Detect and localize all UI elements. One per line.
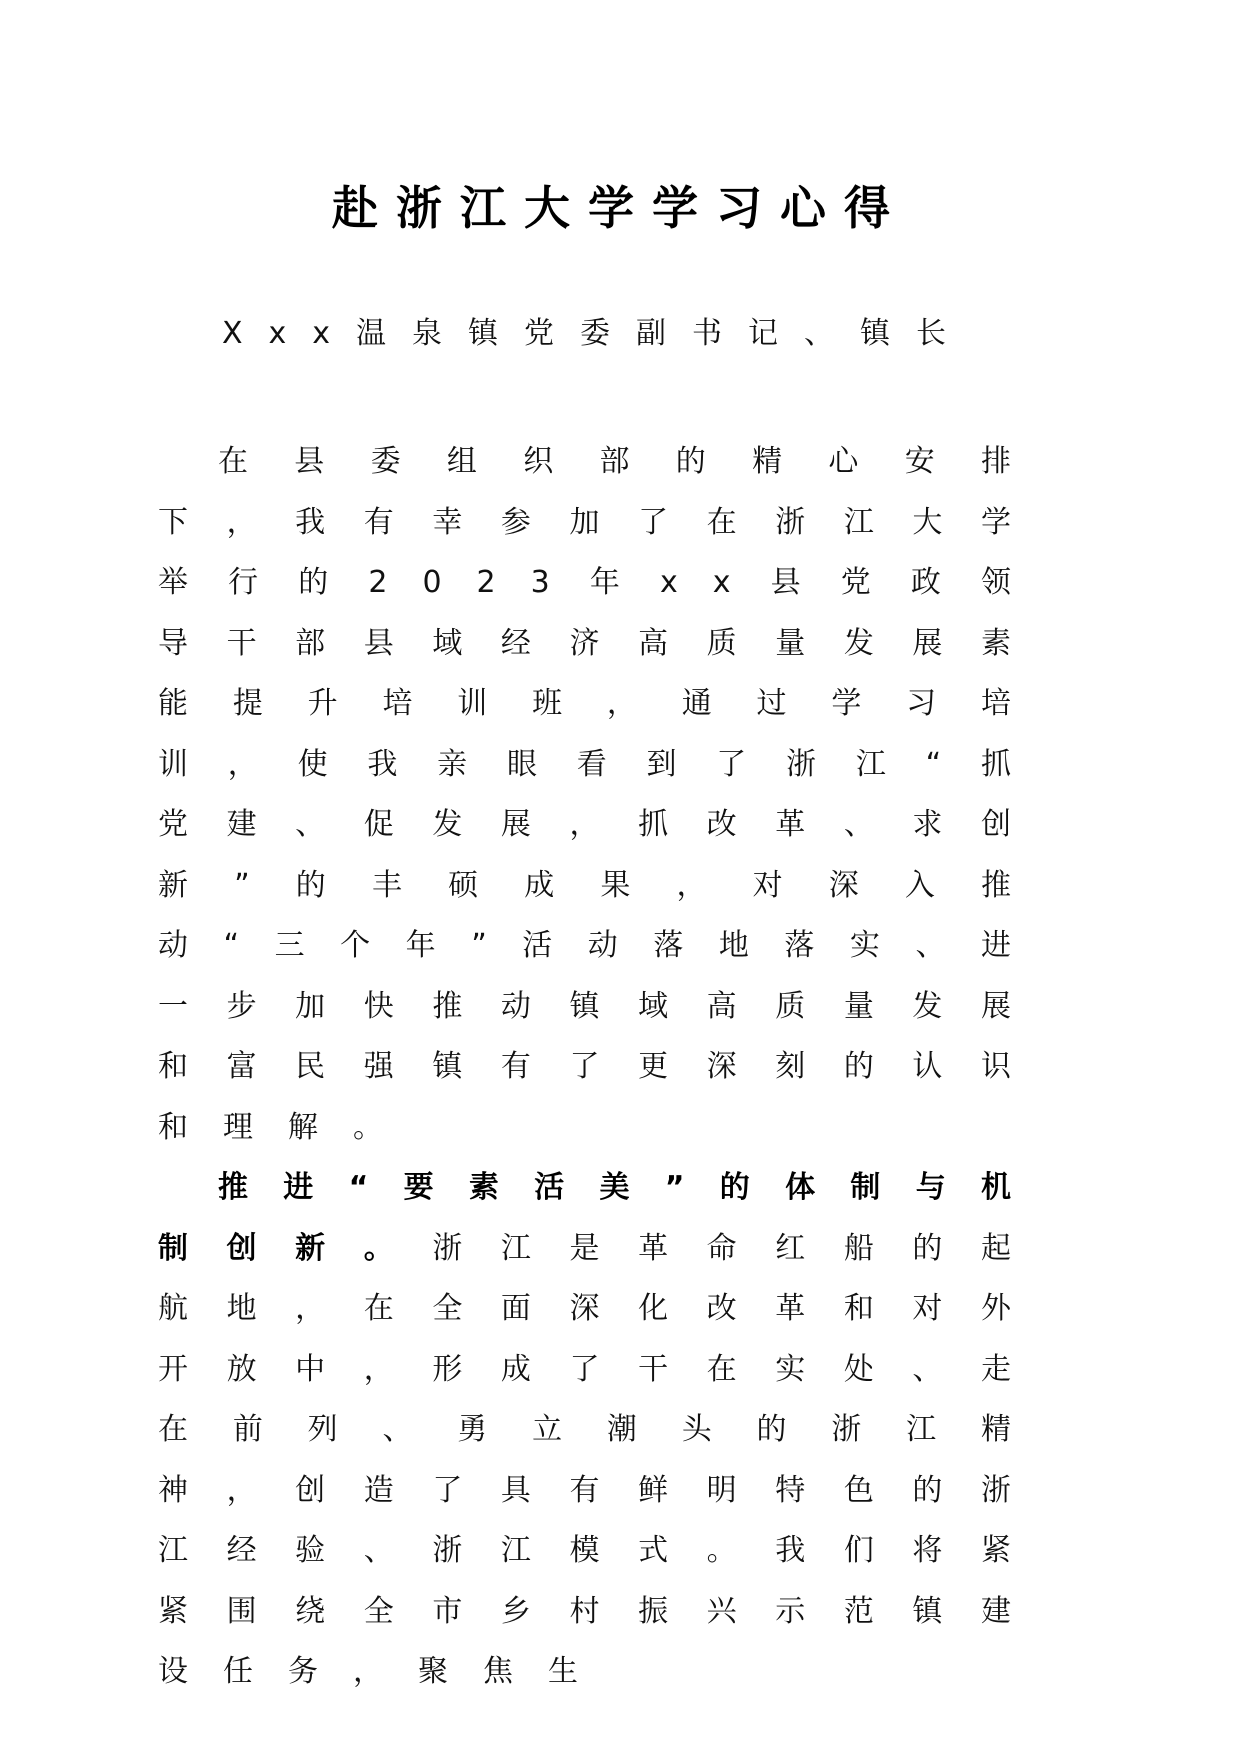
author-line: Xxx温泉镇党委副书记、镇长 [222,316,973,351]
paragraph-intro [158,432,1046,1158]
paragraph-reform-text: 浙江是革命红船的起航地，在全面深化改革和对外开放中，形成了干在实处、走在前列、勇立潮头的浙江精神，创造了具有鲜明特色的浙江经验、浙江模式。我们将紧紧围绕全市乡村振兴示范镇建设任务，聚焦生 [158,1230,1047,1689]
document-body [158,432,1046,1703]
document-title: 赴浙江大学学习心得 [332,181,908,235]
paragraph-reform-heading: 推进“要素活美”的体制与机制创新。 [158,1170,1046,1266]
paragraph-intro-text: 在县委组织部的精心安排下，我有幸参加了在浙江大学举行的2023年xx县党政领导干部县域经济高质量发展素能提升培训班，通过学习培训，使我亲眼看到了浙江“抓党建、促发展，抓改革、求创新”的丰硕成果，对深入推动“三个年”活动落地落实、进一步加快推动镇域高质量发展和富民强镇有了更深刻的认识和理解。 [158,444,1046,1145]
paragraph-reform [158,1158,1046,1703]
